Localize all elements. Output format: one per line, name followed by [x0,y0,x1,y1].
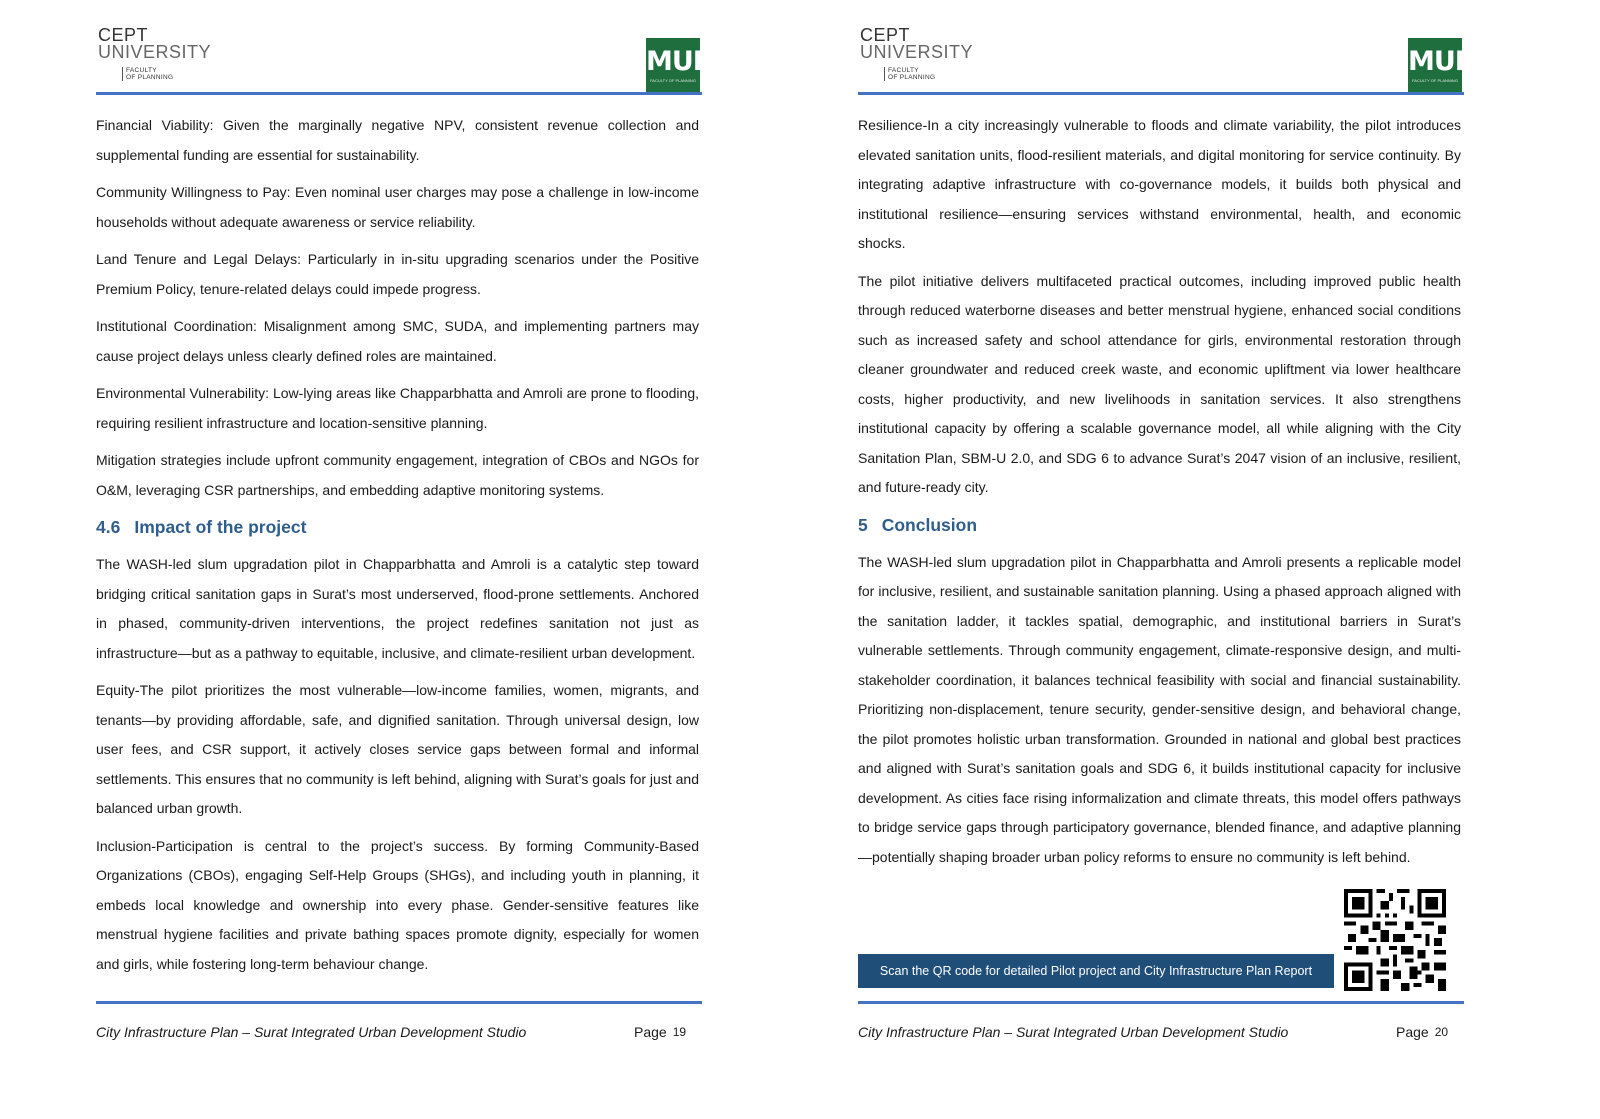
logo-faculty-2: OF PLANNING [888,74,936,81]
qr-banner: Scan the QR code for detailed Pilot project and City Infrastructure Plan Report [858,954,1334,988]
paragraph: Community Willingness to Pay: Even nominal user charges may pose a challenge in low-income households without adequate awareness or service reliability. [96,184,699,230]
page-num: 19 [672,1025,687,1039]
page-num: 20 [1434,1025,1449,1039]
page-body [858,111,1461,880]
cept-university-logo [98,25,212,81]
logo-line-2: UNIVERSITY [98,42,212,62]
footer-title: City Infrastructure Plan – Surat Integrated Urban Development Studio [858,1024,1289,1040]
section-heading [858,511,1461,539]
paragraph: The pilot initiative delivers multifaceted practical outcomes, including improved public health through reduced waterborne diseases and better menstrual hygiene, enhanced social conditions such as increased safety and school attendance for girls, environmental restoration through cleaner groundwater and reduced creek waste, and economic upliftment via lower healthcare costs, higher productivity, and new livelihoods in sanitation services. It also strengthens institutional capacity by offering a scalable governance model, all while aligning with the City Sanitation Plan, SBM-U 2.0, and SDG 6 to advance Surat’s 2047 vision of an inclusive, resilient, and future-ready city. [858,272,1461,495]
page-19 [96,0,702,1119]
mui-logo [1408,38,1462,92]
section-number: 5 [858,514,868,535]
logo-line-2: UNIVERSITY [860,42,974,62]
page-20 [858,0,1464,1119]
logo-faculty-2: OF PLANNING [126,74,174,81]
page-label: Page [634,1024,667,1040]
paragraph: Land Tenure and Legal Delays: Particularly in in-situ upgrading scenarios under the Positive Premium Policy, tenure-related delays could impede progress. [96,251,699,297]
mui-logo-text: MUI [646,46,702,77]
logo-faculty-1: FACULTY [126,67,157,74]
paragraph: Resilience-In a city increasingly vulnerable to floods and climate variability, the pilot introduces elevated sanitation units, flood-resilient materials, and digital monitoring for service continuity. By integrating adaptive infrastructure with co-governance models, it builds both physical and institutional resilience—ensuring services withstand environmental, health, and economic shocks. [858,117,1461,251]
paragraph: Equity-The pilot prioritizes the most vulnerable—low-income families, women, migrants, and tenants—by providing affordable, safe, and dignified sanitation. Through universal design, low user fees, and CSR support, it actively closes service gaps between formal and informal settlements. This ensures that no community is left behind, aligning with Surat’s goals for just and balanced urban growth. [96,682,699,816]
logo-faculty [884,67,935,81]
paragraph: Inclusion-Participation is central to the project’s success. By forming Community-Based Organizations (CBOs), engaging Self-Help Groups (SHGs), and including youth in planning, it embeds local knowledge and ownership into every phase. Gender-sensitive features like menstrual hygiene facilities and private bathing spaces promote dignity, especially for women and girls, while fostering long-term behaviour change. [96,837,699,972]
logo-line-1: CEPT [98,25,149,45]
section-heading [96,513,699,541]
logo-faculty [122,67,173,81]
paragraph: Environmental Vulnerability: Low-lying areas like Chapparbhatta and Amroli are prone to flooding, requiring resilient infrastructure and location-sensitive planning. [96,385,699,431]
page-header [858,26,1464,96]
section-number: 4.6 [96,517,121,537]
section-title: Impact of the project [134,517,307,537]
paragraph: Mitigation strategies include upfront community engagement, integration of CBOs and NGOs for O&M, leveraging CSR partnerships, and embedding adaptive monitoring systems. [96,452,699,498]
mui-logo-text: MUI [1408,46,1464,77]
paragraph: Institutional Coordination: Misalignment among SMC, SUDA, and implementing partners may cause project delays unless clearly defined roles are maintained. [96,318,699,364]
footer-title: City Infrastructure Plan – Surat Integrated Urban Development Studio [96,1024,527,1040]
page-body [96,111,699,987]
paragraph: The WASH-led slum upgradation pilot in Chapparbhatta and Amroli presents a replicable model for inclusive, resilient, and sustainable sanitation planning. Using a phased approach aligned with the sanitation ladder, it tackles spatial, demographic, and institutional barriers in Surat’s vulnerable settlements. Through community engagement, climate-responsive design, and multi-stakeholder coordination, it balances technical feasibility with social and financial sustainability. Prioritizing non-displacement, tenure security, gender-sensitive design, and behavioral change, the pilot promotes holistic urban transformation. Grounded in national and global best practices and aligned with Surat’s sanitation goals and SDG 6, it builds institutional capacity for inclusive development. As cities face rising informalization and climate threats, this model offers pathways to bridge service gaps through participatory governance, blended finance, and adaptive planning—potentially shaping broader urban policy reforms to ensure no community is left behind. [858,553,1461,865]
paragraph: The WASH-led slum upgradation pilot in Chapparbhatta and Amroli is a catalytic step toward bridging critical sanitation gaps in Surat’s most underserved, flood-prone settlements. Anchored in phased, community-driven interventions, the project redefines sanitation not just as infrastructure—but as a pathway to equitable, inclusive, and climate-resilient urban development. [96,556,699,661]
paragraph: Financial Viability: Given the marginally negative NPV, consistent revenue collection and supplemental funding are essential for sustainability. [96,117,699,163]
page-header [96,26,702,96]
mui-logo-sub: FACULTY OF PLANNING [1412,78,1458,83]
footer-rule [858,1001,1464,1004]
page-number [1396,1024,1448,1040]
footer-rule [96,1001,702,1004]
mui-logo-sub: FACULTY OF PLANNING [650,78,696,83]
cept-university-logo [860,25,974,81]
section-title: Conclusion [881,514,978,535]
logo-faculty-1: FACULTY [888,67,919,74]
header-rule [96,92,702,95]
header-rule [858,92,1464,95]
page-label: Page [1396,1024,1429,1040]
page-number [634,1024,686,1040]
logo-line-1: CEPT [860,25,911,45]
mui-logo [646,38,700,92]
qr-code-icon[interactable] [1344,889,1446,991]
